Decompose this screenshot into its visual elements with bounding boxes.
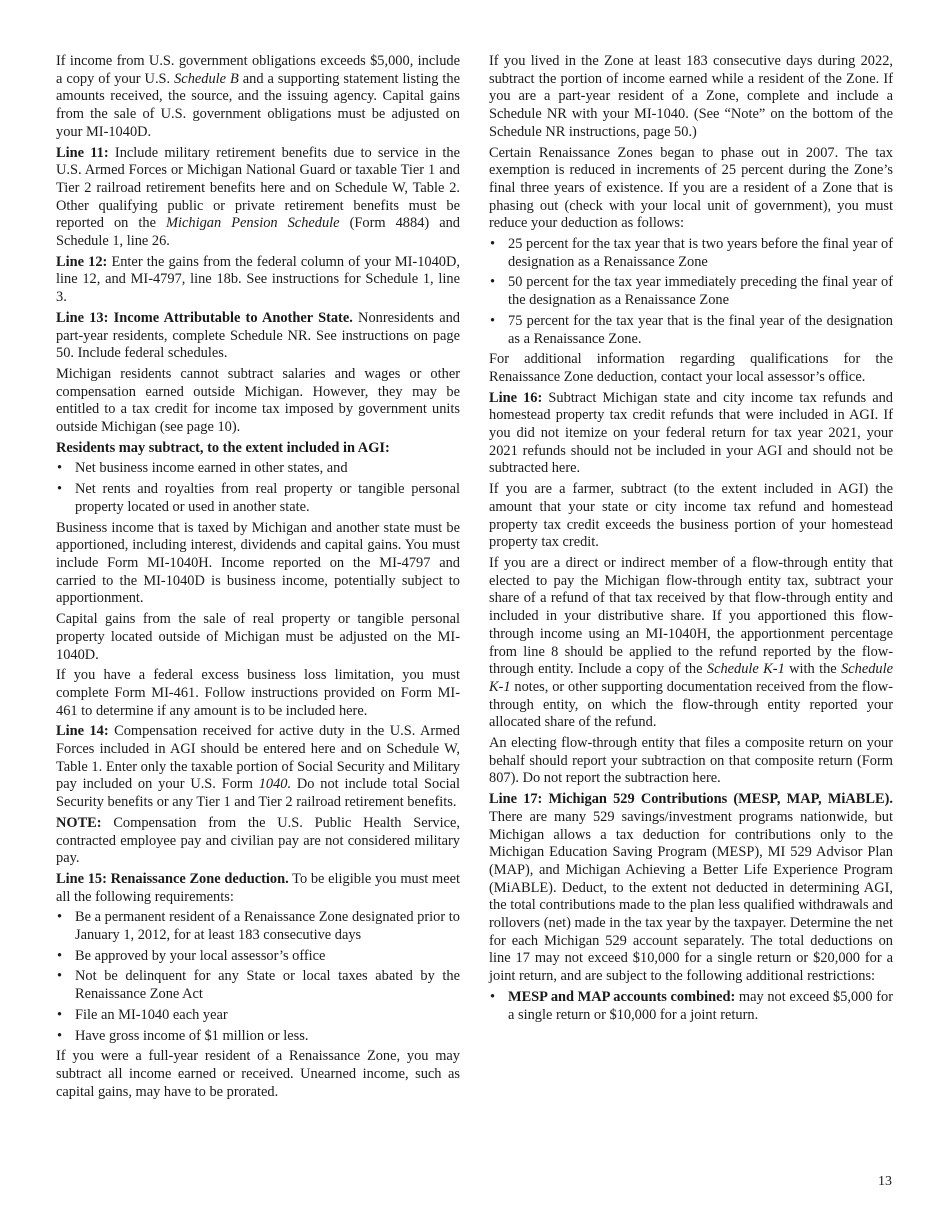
paragraph-line-14: Line 14: Compensation received for active duty in the U.S. Armed Forces included in AGI should be entered here and on Schedule W, Table 1. Enter only the taxable portion of Social Security and Military pay included on your U.S. Form 1040. Do not include total Social Security benefits or any Tier 1 and Tier 2 railroad retirement benefits.	[56, 723, 460, 811]
paragraph-full-year-resident: If you were a full-year resident of a Renaissance Zone, you may subtract all income earned or received. Unearned income, such as capital gains, may have to be prorated.	[56, 1048, 460, 1100]
list-item: • Be a permanent resident of a Renaissance Zone designated prior to January 1, 2012, for at least 183 consecutive days	[56, 909, 460, 944]
list-item: • Not be delinquent for any State or local taxes abated by the Renaissance Zone Act	[56, 968, 460, 1003]
line-11-label: Line 11:	[56, 144, 109, 161]
line-14-label: Line 14:	[56, 723, 109, 740]
paragraph-line-11: Line 11: Include military retirement benefits due to service in the U.S. Armed Forces or Michigan National Guard or taxable Tier 1 and Tier 2 railroad retirement benefits here and on Schedule W, Table 2. Other qualifying public or private retirement benefits must be reported on the Michigan Pension Schedule (Form 4884) and Schedule 1, line 26.	[56, 144, 460, 250]
list-item: • Have gross income of $1 million or less.	[56, 1028, 460, 1046]
line-12-label: Line 12:	[56, 253, 108, 270]
paragraph-additional-information: For additional information regarding qualifications for the Renaissance Zone deduction, contact your local assessor’s office.	[489, 351, 893, 385]
list-item: • Be approved by your local assessor’s office	[56, 948, 460, 966]
list-item: • 75 percent for the tax year that is the final year of the designation as a Renaissance Zone.	[489, 313, 893, 348]
list-item: • File an MI-1040 each year	[56, 1007, 460, 1025]
line-13-label: Line 13: Income Attributable to Another State.	[56, 309, 353, 326]
line-15-requirements-list	[56, 909, 460, 1045]
paragraph-note: NOTE: Compensation from the U.S. Public Health Service, contracted employee pay and civilian pay are not considered military pay.	[56, 814, 460, 867]
list-item: • Net rents and royalties from real property or tangible personal property located or used in another state.	[56, 481, 460, 516]
paragraph-line-16: Line 16: Subtract Michigan state and city income tax refunds and homestead property tax credit refunds that were included in AGI. If you did not itemize on your federal return for tax year 2021, your 2021 refunds should not be included in your AGI and should not be subtracted here.	[489, 389, 893, 477]
line-17-label: Line 17: Michigan 529 Contributions (MESP, MAP, MiABLE).	[489, 791, 893, 808]
paragraph-business-income: Business income that is taxed by Michigan and another state must be apportioned, including interest, dividends and capital gains. You must include Form MI-1040H. Income reported on the MI-4797 and carried to the MI-1040D is business income, potentially subject to apportionment.	[56, 519, 460, 607]
paragraph-lived-in-zone: If you lived in the Zone at least 183 consecutive days during 2022, subtract the portion of income earned while a resident of the Zone. If you are a part-year resident of a Zone, complete and include a Schedule NR with your MI-1040. (See “Note” on the bottom of the Schedule NR instructions, page 50.)	[489, 53, 893, 140]
paragraph-farmer: If you are a farmer, subtract (to the extent included in AGI) the amount that your state or city income tax refund and homestead property tax credit exceeds the business portion of your homestead property tax credit.	[489, 481, 893, 551]
paragraph-electing-entity: An electing flow-through entity that files a composite return on your behalf should report your subtraction on that composite return (Form 807). Do not report the subtraction here.	[489, 735, 893, 787]
paragraph-excess-business-loss: If you have a federal excess business loss limitation, you must complete Form MI-461. Follow instructions provided on Form MI-461 to determine if any amount is to be included here.	[56, 667, 460, 719]
page-number: 13	[878, 1174, 892, 1189]
paragraph-phase-out: Certain Renaissance Zones began to phase out in 2007. The tax exemption is reduced in increments of 25 percent during the Zone’s final three years of existence. If you are a resident of a Zone that is phasing out (check with your local unit of government), you must reduce your deduction as follows:	[489, 144, 893, 232]
paragraph-michigan-residents: Michigan residents cannot subtract salaries and wages or other compensation earned outside Michigan. However, they may be entitled to a tax credit for income tax imposed by government units outside Michigan (see page 10).	[56, 365, 460, 436]
phase-out-bullet-list	[489, 236, 893, 348]
paragraph-line-15: Line 15: Renaissance Zone deduction. To be eligible you must meet all the following requirements:	[56, 870, 460, 905]
paragraph-line-13: Line 13: Income Attributable to Another State. Nonresidents and part-year residents, complete Schedule NR. See instructions on page 50. Include federal schedules.	[56, 309, 460, 362]
paragraph-capital-gains: Capital gains from the sale of real property or tangible personal property located outside of Michigan must be adjusted on the MI-1040D.	[56, 611, 460, 663]
note-label: NOTE:	[56, 814, 102, 831]
line-17-restrictions-list	[489, 989, 893, 1024]
paragraph-line-17: Line 17: Michigan 529 Contributions (MESP, MAP, MiABLE). There are many 529 savings/investment programs nationwide, but Michigan allows a tax deduction for contributions only to the Michigan Education Saving Program (MESP), MI 529 Advisor Plan (MAP), and Michigan Achieving a Better Life Experience Program (MiABLE). Deduct, to the extent not deducted in determining AGI, the total contributions made to the plan less qualified withdrawals and rollovers (net) made in the tax year by the taxpayer. Determine the net for each Michigan 529 account separately. The total deductions on line 17 may not exceed $10,000 for a single return or $20,000 for a joint return, and are subject to the following additional restrictions:	[489, 791, 893, 985]
list-item: • 50 percent for the tax year immediately preceding the final year of the designation as a Renaissance Zone	[489, 274, 893, 309]
list-item: • 25 percent for the tax year that is two years before the final year of designation as a Renaissance Zone	[489, 236, 893, 271]
right-column	[489, 53, 893, 1027]
paragraph-line-12: Line 12: Enter the gains from the federal column of your MI-1040D, line 12, and MI-4797, line 18b. See instructions for Schedule 1, line 3.	[56, 253, 460, 306]
left-column	[56, 53, 460, 1104]
paragraph-us-obligations: If income from U.S. government obligations exceeds $5,000, include a copy of your U.S. Schedule B and a supporting statement listing the amounts received, the source, and the issuing agency. Capital gains from the sale of U.S. government obligations must be adjusted on your MI-1040D.	[56, 53, 460, 140]
line-16-label: Line 16:	[489, 389, 543, 406]
line-15-label: Line 15: Renaissance Zone deduction.	[56, 870, 289, 887]
residents-may-subtract-heading: Residents may subtract, to the extent included in AGI:	[56, 439, 390, 456]
residents-bullet-list	[56, 460, 460, 516]
list-item: • MESP and MAP accounts combined: may not exceed $5,000 for a single return or $10,000 for a joint return.	[489, 989, 893, 1024]
paragraph-flow-through: If you are a direct or indirect member of a flow-through entity that elected to pay the Michigan flow-through entity tax, subtract your share of a refund of that tax received by that flow-through entity and included in your distributive share. If you apportioned this flow-through income using an MI-1040H, the apportionment percentage from line 8 should be applied to the refund reported by the flow-through entity. Include a copy of the Schedule K-1 with the Schedule K-1 notes, or other supporting documentation received from the flow-through entity, on which the flow-through entity reported your allocated share of the refund.	[489, 554, 894, 731]
list-item: • Net business income earned in other states, and	[56, 460, 460, 478]
